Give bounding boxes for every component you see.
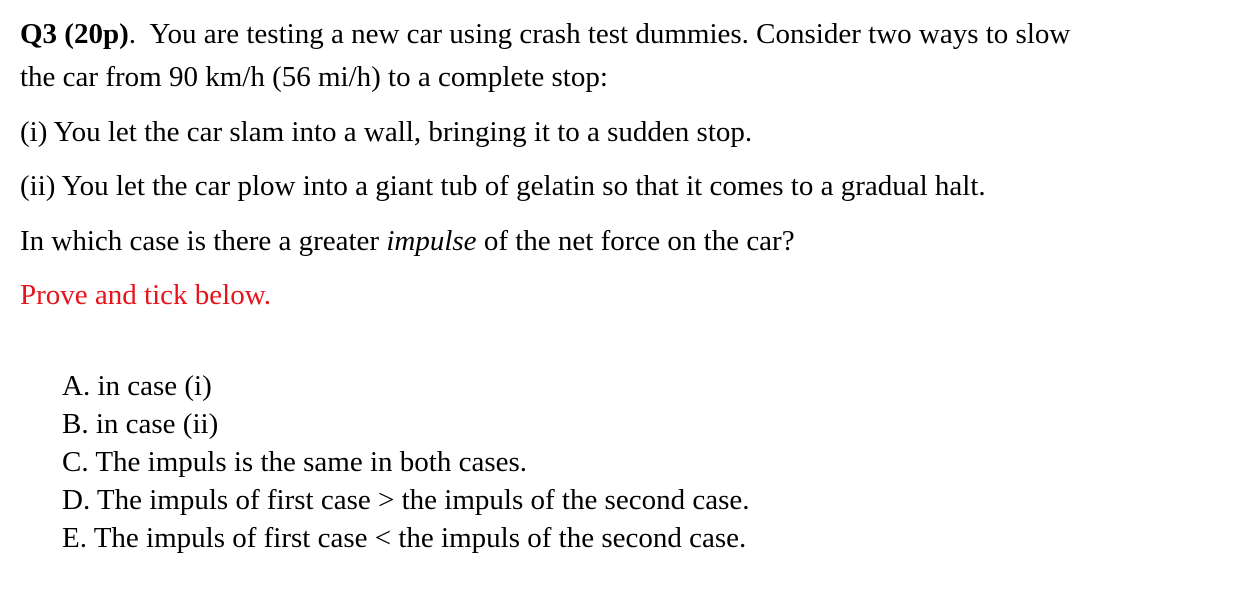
choice-d[interactable]: D. The impuls of first case > the impuls of the second case. bbox=[62, 484, 750, 516]
answer-choices bbox=[62, 367, 750, 557]
question-label-separator: . bbox=[128, 18, 150, 50]
question-intro-line-1 bbox=[20, 17, 1070, 51]
choice-b[interactable]: B. in case (ii) bbox=[62, 408, 219, 440]
impulse-emphasis: impulse bbox=[386, 225, 477, 257]
question-ask bbox=[20, 224, 795, 258]
question-label: Q3 (20p) bbox=[20, 18, 129, 50]
question-ask-before: In which case is there a greater bbox=[20, 225, 387, 257]
question-ask-after: of the net force on the car? bbox=[476, 225, 795, 257]
instruction-text: Prove and tick below. bbox=[20, 279, 272, 311]
question-intro-line-2: the car from 90 km/h (56 mi/h) to a complete stop: bbox=[20, 61, 608, 93]
choice-e[interactable]: E. The impuls of first case < the impuls of the second case. bbox=[62, 522, 747, 554]
case-ii-text: (ii) You let the car plow into a giant tub of gelatin so that it comes to a gradual halt. bbox=[20, 170, 986, 202]
choice-a[interactable]: A. in case (i) bbox=[62, 370, 212, 402]
choice-c[interactable]: C. The impuls is the same in both cases. bbox=[62, 446, 528, 478]
case-i-text: (i) You let the car slam into a wall, bringing it to a sudden stop. bbox=[20, 116, 753, 148]
question-intro-text-1: You are testing a new car using crash test dummies. Consider two ways to slow bbox=[149, 18, 1071, 50]
